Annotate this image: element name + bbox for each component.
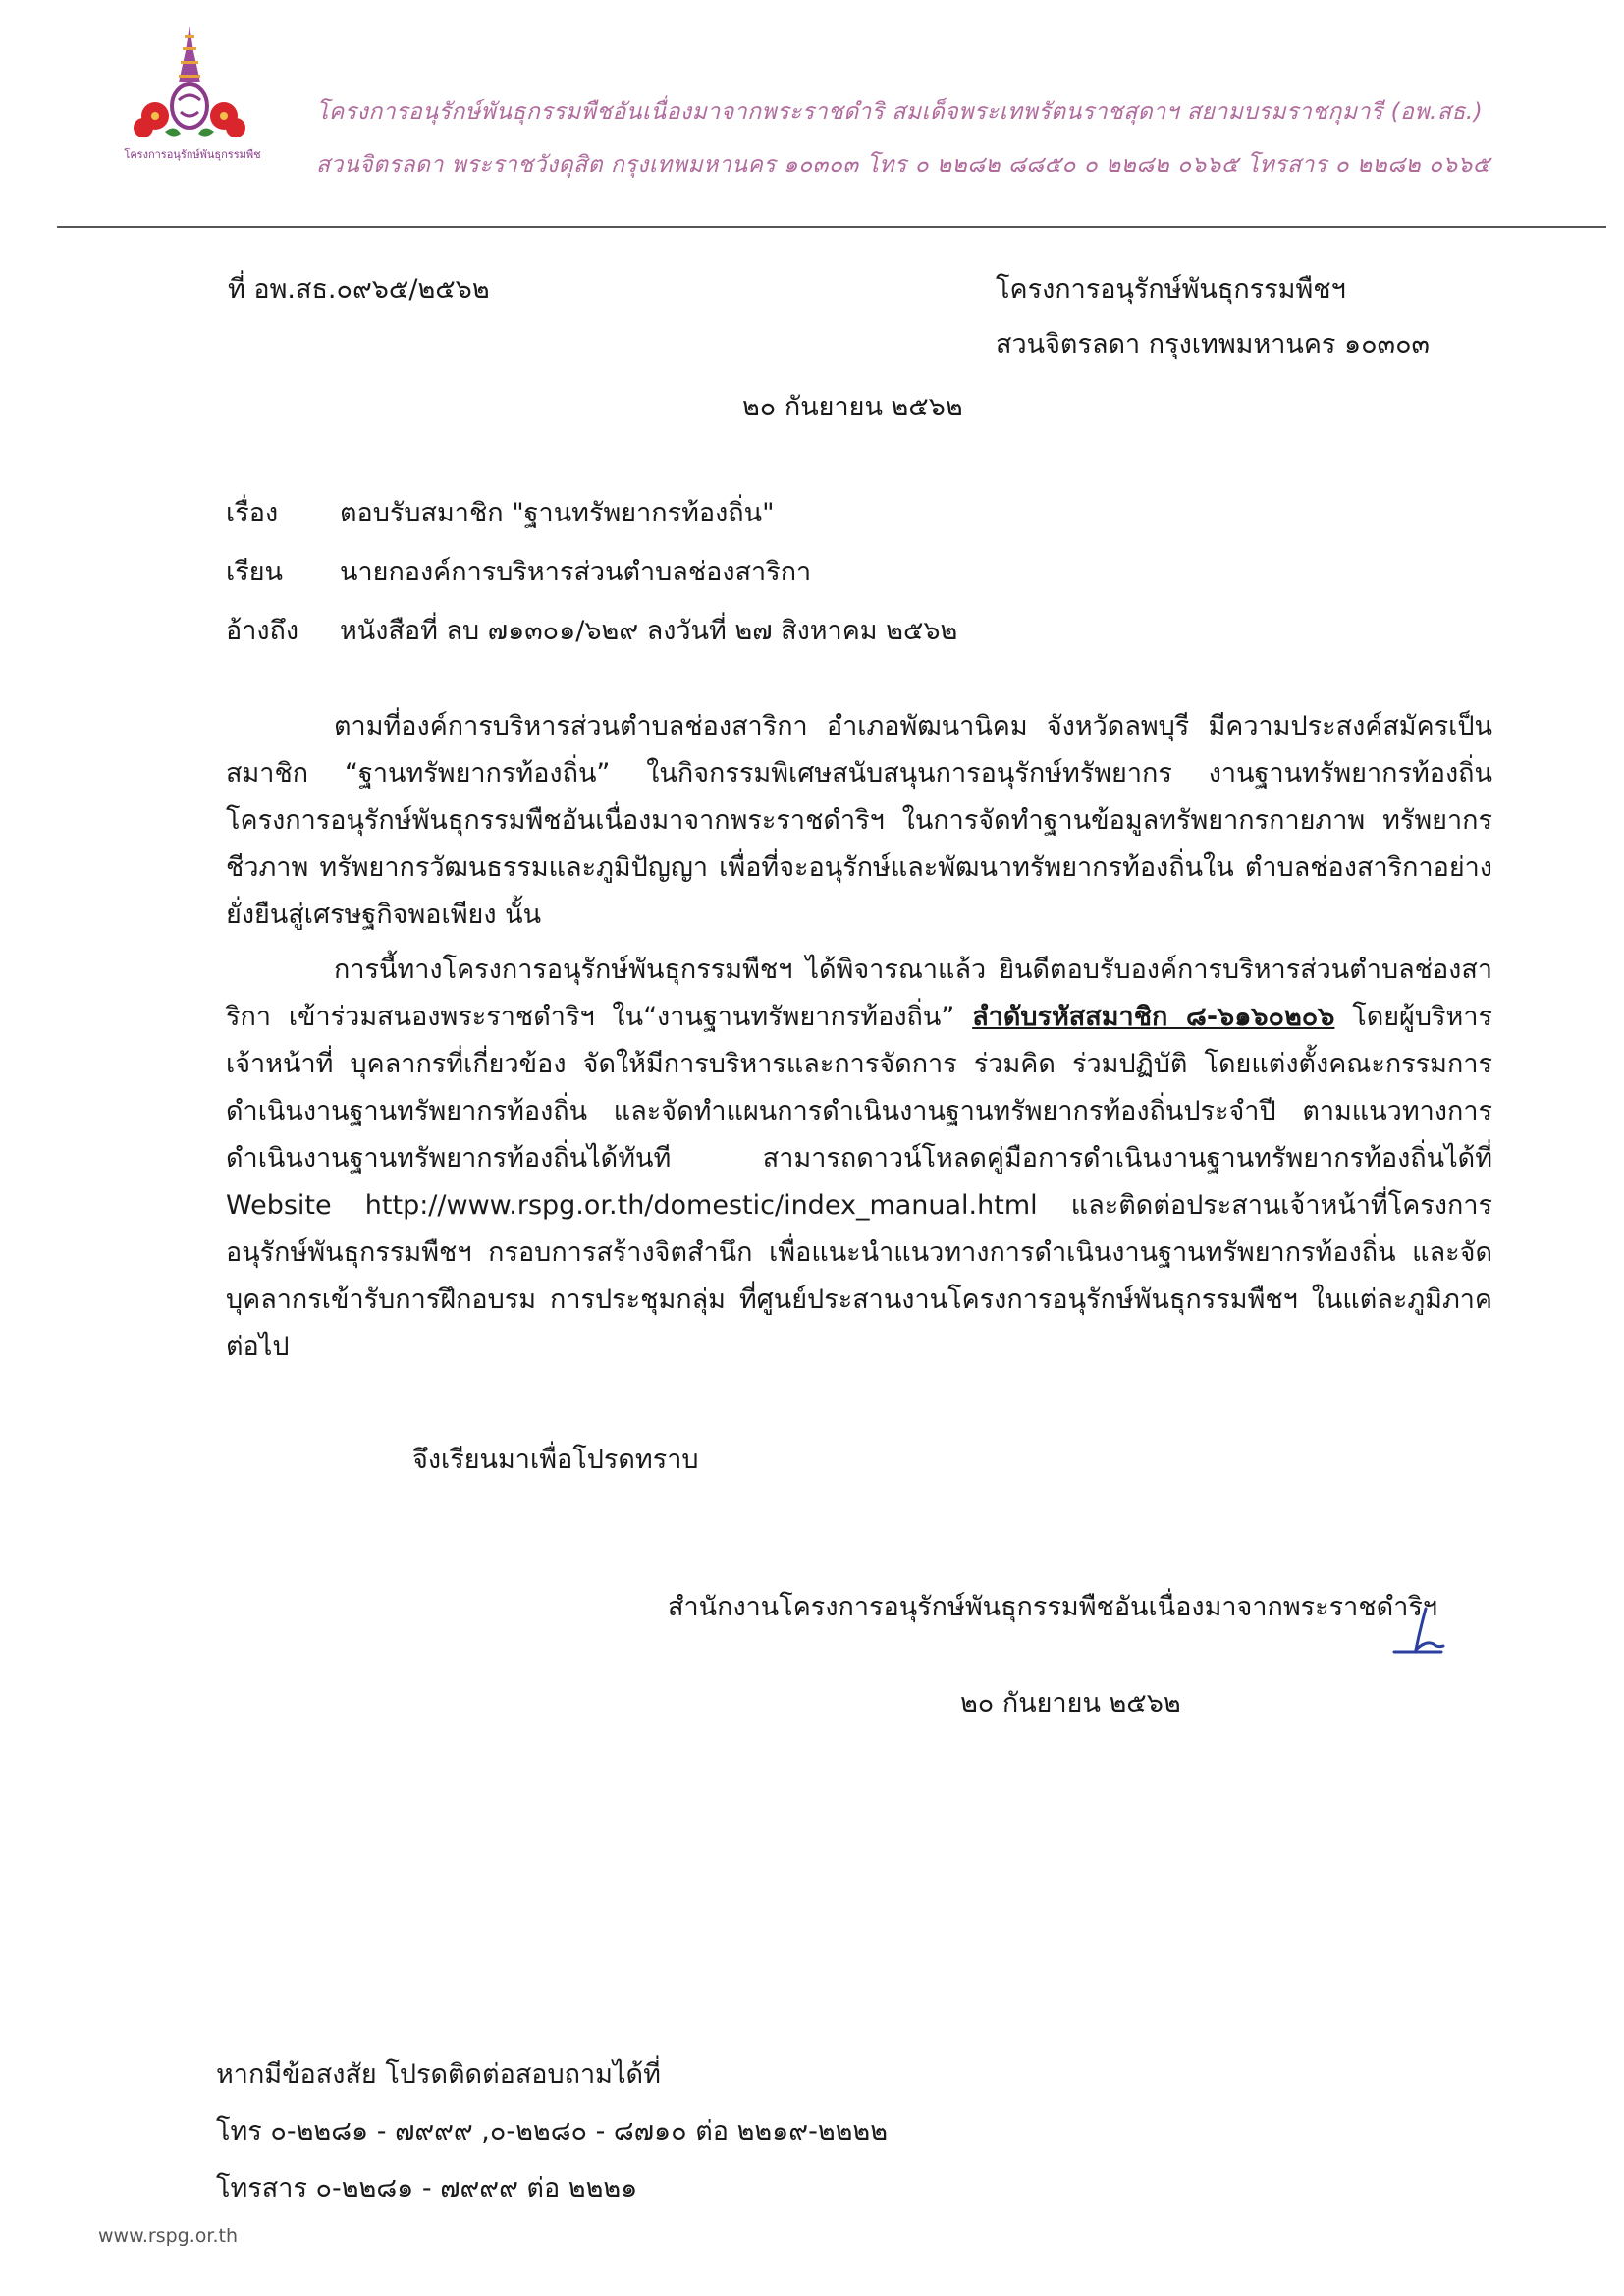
sender-address: สวนจิตรลดา กรุงเทพมหานคร ๑๐๓๐๓: [996, 329, 1431, 359]
letter-date: ๒๐ กันยายน ๒๕๖๒: [742, 392, 963, 422]
contact-phone: โทร ๐-๒๒๘๑ - ๗๙๙๙ ,๐-๒๒๘๐ - ๘๗๑๐ ต่อ ๒๒๑๙-๒๒๒๒: [216, 2116, 889, 2147]
website-link[interactable]: www.rspg.or.th: [98, 2225, 239, 2247]
letterhead-line-1: โครงการอนุรักษ์พันธุกรรมพืชอันเนื่องมาจากพระราชดำริ สมเด็จพระเทพรัตนราชสุดาฯ สยามบรมราชกุมารี (อพ.สธ.): [316, 99, 1484, 125]
reference-value: หนังสือที่ ลบ ๗๑๓๐๑/๖๒๙ ลงวันที่ ๒๗ สิงหาคม ๒๕๖๒: [340, 616, 958, 646]
reference-number: ที่ อพ.สธ.๐๙๖๕/๒๕๖๒: [228, 274, 490, 304]
handwritten-signature: [1386, 1601, 1455, 1660]
body-paragraph-2: [226, 947, 1492, 1371]
sender-name: โครงการอนุรักษ์พันธุกรรมพืชฯ: [996, 274, 1346, 304]
letterhead-line-2: สวนจิตรลดา พระราชวังดุสิต กรุงเทพมหานคร ๑๐๓๐๓ โทร ๐ ๒๒๘๒ ๘๘๕๐ ๐ ๒๒๘๒ ๐๖๖๕ โทรสาร ๐ ๒๒๘๒ ๐๖๖๕: [316, 152, 1490, 178]
header-divider: [57, 226, 1606, 228]
member-code: ลำดับรหัสสมาชิก ๘-๖๑๖๐๒๐๖: [972, 1002, 1335, 1032]
closing-line: จึงเรียนมาเพื่อโปรดทราบ: [412, 1445, 699, 1475]
signatory-name: สำนักงานโครงการอนุรักษ์พันธุกรรมพืชอันเนื่องมาจากพระราชดำริฯ: [668, 1592, 1438, 1622]
signature-date: ๒๐ กันยายน ๒๕๖๒: [960, 1688, 1181, 1719]
subject-label: เรื่อง: [226, 498, 279, 528]
recipient-value: นายกองค์การบริหารส่วนตำบลช่องสาริกา: [340, 557, 812, 587]
paragraph-2-text-a: การนี้ทางโครงการอนุรักษ์พันธุกรรมพืชฯ ได้พิจารณาแล้ว ยินดีตอบรับองค์การบริหารส่วนตำบลช่องสาริกา เข้าร่วมสนองพระราชดำริฯ ใน“งานฐานทรัพยากรท้องถิ่น”: [226, 955, 1492, 1032]
paragraph-2-text-b: โดยผู้บริหาร เจ้าหน้าที่ บุคลากรที่เกี่ยวข้อง จัดให้มีการบริหารและการจัดการ ร่วมคิด ร่วมปฏิบัติ โดยแต่งตั้งคณะกรรมการดำเนินงานฐานทรัพยากรท้องถิ่น และจัดทำแผนการดำเนินงานฐานทรัพยากรท้องถิ่นประจำปี ตามแนวทางการดำเนินงานฐานทรัพยากรท้องถิ่นได้ทันที สามารถดาวน์โหลดคู่มือการดำเนินงานฐานทรัพยากรท้องถิ่นได้ที่ Website http://www.rspg.or.th/domestic/index_manual.html และติดต่อประสานเจ้าหน้าที่โครงการอนุรักษ์พันธุกรรมพืชฯ กรอบการสร้างจิตสำนึก เพื่อแนะนำแนวทางการดำเนินงานฐานทรัพยากรท้องถิ่น และจัดบุคลากรเข้ารับการฝึกอบรม การประชุมกลุ่ม ที่ศูนย์ประสานงานโครงการอนุรักษ์พันธุกรรมพืชฯ ในแต่ละภูมิภาคต่อไป: [226, 1002, 1492, 1362]
paragraph-1-text: ตามที่องค์การบริหารส่วนตำบลช่องสาริกา อำเภอพัฒนานิคม จังหวัดลพบุรี มีความประสงค์สมัครเป็นสมาชิก “ฐานทรัพยากรท้องถิ่น” ในกิจกรรมพิเศษสนับสนุนการอนุรักษ์ทรัพยากร งานฐานทรัพยากรท้องถิ่น โครงการอนุรักษ์พันธุกรรมพืชอันเนื่องมาจากพระราชดำริฯ ในการจัดทำฐานข้อมูลทรัพยากรกายภาพ ทรัพยากรชีวภาพ ทรัพยากรวัฒนธรรมและภูมิปัญญา เพื่อที่จะอนุรักษ์และพัฒนาทรัพยากรท้องถิ่นใน ตำบลช่องสาริกาอย่างยั่งยืนสู่เศรษฐกิจพอเพียง นั้น: [226, 711, 1492, 930]
body-paragraph-1: [226, 703, 1492, 939]
contact-intro: หากมีข้อสงสัย โปรดติดต่อสอบถามได้ที่: [216, 2059, 661, 2090]
reference-label: อ้างถึง: [226, 616, 299, 646]
recipient-label: เรียน: [226, 557, 284, 587]
contact-fax: โทรสาร ๐-๒๒๘๑ - ๗๙๙๙ ต่อ ๒๒๒๑: [216, 2173, 638, 2204]
logo-caption: โครงการอนุรักษ์พันธุกรรมพืช: [124, 148, 261, 161]
subject-value: ตอบรับสมาชิก "ฐานทรัพยากรท้องถิ่น": [340, 498, 775, 528]
